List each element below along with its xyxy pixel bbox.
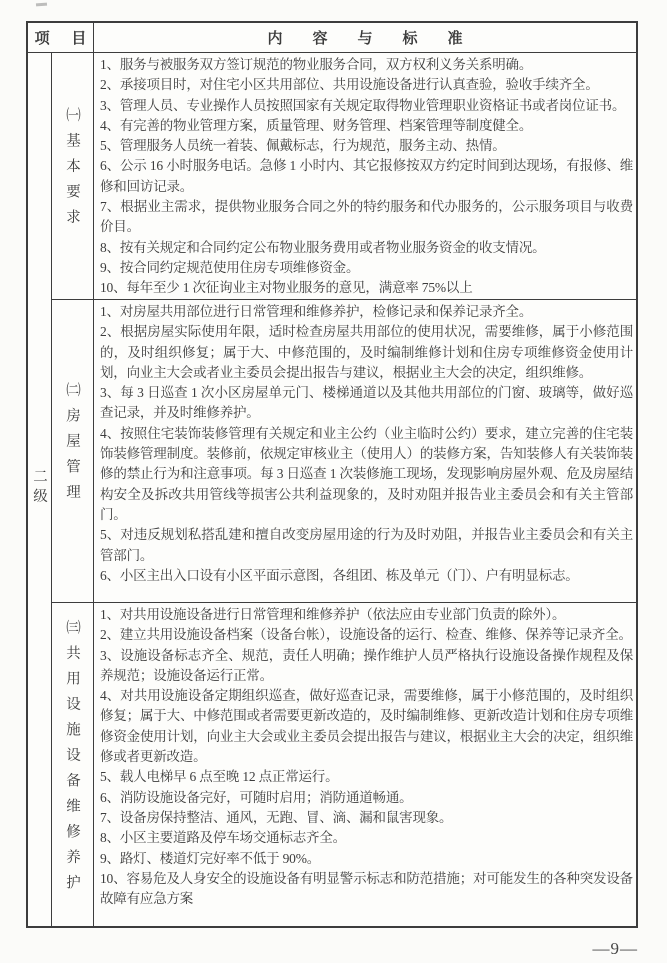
section-2-label-cell [52,300,94,602]
standard-item: 9、按合同约定规范使用住房专项维修资金。 [100,259,360,275]
section-1-label-cell [52,53,94,299]
standard-item: 1、对房屋共用部位进行日常管理和维修养护，检修记录和保养记录齐全。 [100,304,533,319]
standard-item: 7、设备房保持整洁、通风，无跑、冒、滴、漏和鼠害现象。 [100,809,453,825]
scan-artifact [36,3,47,7]
standard-item: 3、管理人员、专业操作人员按照国家有关规定取得物业管理职业资格证书或者岗位证书。 [100,97,626,113]
standard-item: 9、路灯、楼道灯完好率不低于 90%。 [100,850,321,866]
standard-item: 8、按有关规定和合同约定公布物业服务费用或者物业服务资金的收支情况。 [100,239,546,255]
level-label: 二级 [31,468,47,507]
standard-item: 6、公示 16 小时服务电话。急修 1 小时内、其它报修按双方约定时间到达现场，有报修、维修和回访记录。 [100,158,633,194]
header-content-label: 内容与标准 [267,31,493,47]
header-cell-content [94,23,636,52]
standard-item: 6、小区主出入口设有小区平面示意图，各组团、栋及单元（门）、户有明显标志。 [100,567,579,583]
section-3-label: ㈢共用设施设备维修养护 [64,619,80,900]
standard-item: 4、对共用设施设备定期组织巡查，做好巡查记录，需要维修，属于小修范围的，及时组织修复；属于大、中修范围或者需要更新改造的，及时编制维修、更新改造计划和住房专项维修资金使用计划，向业主大会或业主委员会提出报告与建议，根据业主大会的决定，组织维修或者更新改造。 [100,688,633,765]
sections-container [52,53,636,926]
standard-item: 10、每年至少 1 次征询业主对物业服务的意见，满意率 75%以上 [100,280,473,296]
section-1-label: ㈠基本要求 [64,107,80,235]
section-2-label: ㈡房屋管理 [64,382,80,510]
standard-item: 5、管理服务人员统一着装、佩戴标志，行为规范，服务主动、热情。 [100,138,506,154]
standard-item: 2、根据房屋实际使用年限，适时检查房屋共用部位的使用状况，需要维修，属于小修范围的，及时组织修复；属于大、中修范围的，及时编制维修计划和住房专项维修资金使用计划，向业主大会或者业主委员会提出报告与建议，根据业主大会的决定，组织维修。 [100,324,633,380]
standard-item: 7、根据业主需求，提供物业服务合同之外的特约服务和代办服务的，公示服务项目与收费价目。 [100,199,633,235]
section-3-content [94,603,636,926]
section-facilities-maintenance [52,603,636,926]
standard-item: 10、容易危及人身安全的设施设备有明显警示标志和防范措施；对可能发生的各种突发设备故障有应急方案 [100,870,633,907]
section-basic-requirements [52,53,636,300]
section-3-label-cell [52,603,94,926]
section-housing-management [52,300,636,603]
table-header-row [28,23,636,53]
standard-item: 2、承接项目时，对住宅小区共用部位、共用设施设备进行认真查验，验收手续齐全。 [100,77,599,93]
standard-item: 8、小区主要道路及停车场交通标志齐全。 [100,830,346,846]
standard-item: 4、按照住宅装饰装修管理有关规定和业主公约（业主临时公约）要求，建立完善的住宅装饰装修管理制度。装修前，依规定审核业主（使用人）的装修方案，告知装修人有关装饰装修的禁止行为和注意事项。每 3 日巡查 1 次装修施工现场，发现影响房屋外观、危及房屋结构安全及拆改共用管线等损害公共利益现象的，及时劝阻并报告业主委员会和有关主管部门。 [100,425,633,522]
section-2-content [94,300,636,602]
standard-item: 3、每 3 日巡查 1 次小区房屋单元门、楼梯通道以及其他共用部位的门窗、玻璃等，做好巡查记录，并及时维修养护。 [100,385,633,421]
standard-item: 5、对违反规划私搭乱建和擅自改变房屋用途的行为及时劝阻，并报告业主委员会和有关主管部门。 [100,527,633,563]
standard-item: 1、服务与被服务双方签订规范的物业服务合同，双方权利义务关系明确。 [100,57,533,72]
page-number: —9— [592,939,638,958]
header-cell-project [28,23,94,52]
section-1-content [94,53,636,299]
standard-item: 6、消防设施设备完好，可随时启用；消防通道畅通。 [100,789,413,805]
standard-item: 2、建立共用设施设备档案（设备台帐），设施设备的运行、检查、维修、保养等记录齐全。 [100,627,632,643]
table-body [28,53,636,926]
standard-item: 3、设施设备标志齐全、规范，责任人明确；操作维护人员严格执行设施设备操作规程及保养规范；设施设备运行正常。 [100,647,633,683]
standard-item: 1、对共用设施设备进行日常管理和维修养护（依法应由专业部门负责的除外）。 [100,607,566,622]
level-column [28,53,52,926]
standards-table [26,21,638,928]
header-project-label: 项 目 [34,31,96,47]
standard-item: 4、有完善的物业管理方案，质量管理、财务管理、档案管理等制度健全。 [100,117,533,133]
standard-item: 5、载人电梯早 6 点至晚 12 点正常运行。 [100,769,339,785]
